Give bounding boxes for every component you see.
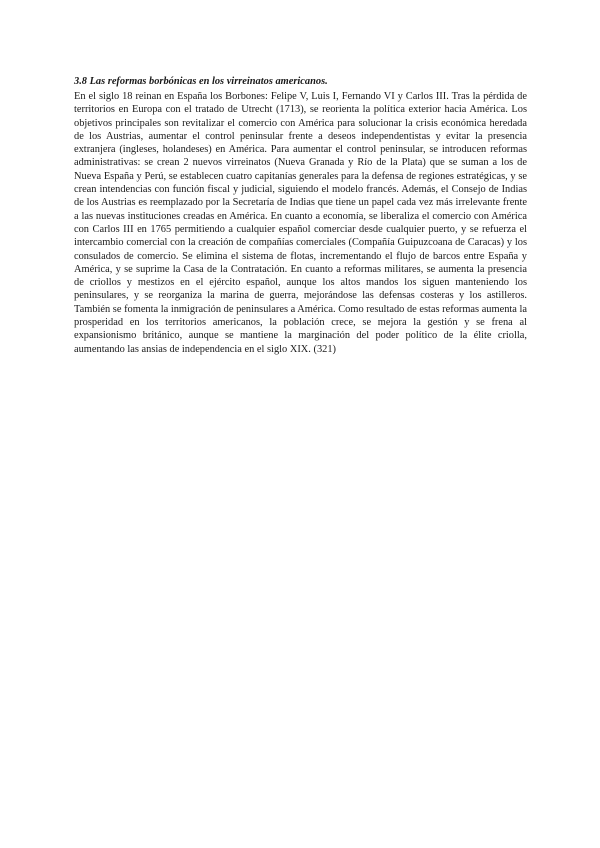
section-heading: 3.8 Las reformas borbónicas en los virreinatos americanos. <box>74 76 328 87</box>
body-paragraph: En el siglo 18 reinan en España los Borbones: Felipe V, Luis I, Fernando VI y Carlos III. Tras la pérdida de territorios en Europa con el tratado de Utrecht (1713), se reorienta la política exterior hacia América. Los objetivos principales son revitalizar el comercio con América para solucionar la crisis económica heredada de los Austrias, aumentar el control peninsular frente a deseos independentistas y evitar la presencia extranjera (ingleses, holandeses) en América. Para aumentar el control peninsular, se introducen reformas administrativas: se crean 2 nuevos virreinatos (Nueva Granada y Río de la Plata) que se suman a los de Nueva España y Perú, se establecen cuatro capitanías generales para la defensa de regiones estratégicas, y se crean intendencias con función fiscal y judicial, siguiendo el modelo francés. Además, el Consejo de Indias de los Austrias es reemplazado por la Secretaría de Indias que tiene un papel cada vez más irrelevante frente a las nuevas instituciones creadas en América. En cuanto a economía, se liberaliza el comercio con América con Carlos III en 1765 permitiendo a cualquier español comerciar desde cualquier puerto, y se refuerza el intercambio comercial con la creación de compañías comerciales (Compañía Guipuzcoana de Caracas) y los consulados de comercio. Se elimina el sistema de flotas, incrementando el flujo de barcos entre España y América, y se suprime la Casa de la Contratación. En cuanto a reformas militares, se aumenta la presencia de criollos y mestizos en el ejército español, aunque los altos mandos los siguen manteniendo los peninsulares, y se reorganiza la marina de guerra, mejorándose las defensas costeras y los astilleros. También se fomenta la inmigración de peninsulares a América. Como resultado de estas reformas aumenta la prosperidad en los territorios americanos, la población crece, se mejora la gestión y se frena al expansionismo británico, aunque se mantiene la marginación del poder político de la élite criolla, aumentando las ansias de independencia en el siglo XIX. (321) <box>74 91 527 355</box>
document-content <box>74 75 527 356</box>
